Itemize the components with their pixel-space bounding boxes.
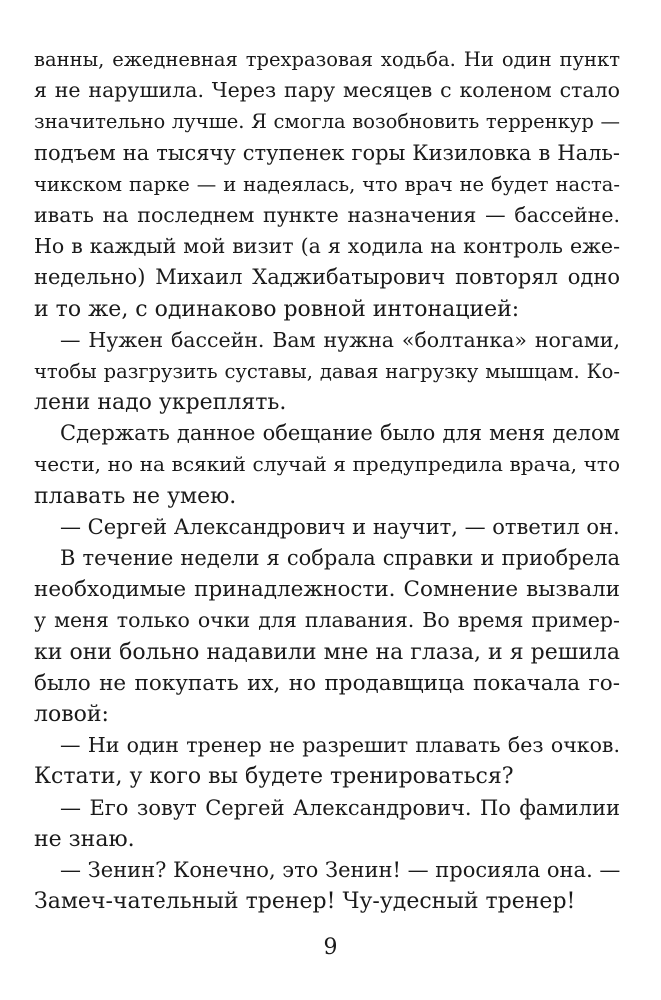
text-line: необходимые принадлежности. Сомнение вызвали <box>34 577 620 603</box>
text-line: Сдержать данное обещание было для меня делом <box>60 421 620 446</box>
text-line: недельно) Михаил Хаджибатырович повторял одно <box>34 265 620 290</box>
text-line: и то же, с одинаково ровной интонацией: <box>34 296 520 322</box>
text-line: — Нужен бассейн. Вам нужна «болтанка» ногами, <box>60 327 620 352</box>
text-line: было не покупать их, но продавщица покачала го- <box>34 670 620 696</box>
text-line: — Его зовут Сергей Александрович. По фамилии <box>60 795 620 820</box>
text-line: подъем на тысячу ступенек горы Кизиловка в Наль- <box>34 140 620 165</box>
text-line: чтобы разгрузить суставы, давая нагрузку мышцам. Ко- <box>34 359 620 383</box>
text-line: плавать не умею. <box>34 483 237 509</box>
text-line: лени надо укреплять. <box>34 390 287 416</box>
text-line: чести, но на всякий случай я предупредила врача, что <box>34 452 620 477</box>
text-line: ловой: <box>34 701 109 727</box>
text-line: я не нарушила. Через пару месяцев с коленом стало <box>34 78 620 103</box>
text-line: — Зенин? Конечно, это Зенин! — просияла она. — <box>60 857 621 882</box>
text-line: ки они больно надавили мне на глаза, и я решила <box>34 639 620 665</box>
text-line: не знаю. <box>34 826 135 852</box>
text-line: В течение недели я собрала справки и приобрела <box>60 546 620 570</box>
text-line: значительно лучше. Я смогла возобновить терренкур — <box>34 110 620 134</box>
text-line: Замеч-чательный тренер! Чу-удесный тренер! <box>34 889 576 915</box>
text-line: Кстати, у кого вы будете тренироваться? <box>34 764 514 790</box>
text-line: ванны, ежедневная трехразовая ходьба. Ни один пункт <box>34 48 620 71</box>
text-line: — Сергей Александрович и научит, — ответил он. <box>60 514 620 539</box>
text-line: Но в каждый мой визит (а я ходила на контроль еже- <box>34 234 620 259</box>
body-text <box>34 44 620 917</box>
page-number: 9 <box>323 935 338 960</box>
text-line: ивать на последнем пункте назначения — бассейне. <box>34 202 620 227</box>
text-line: — Ни один тренер не разрешит плавать без очков. <box>60 733 620 758</box>
text-line: чикском парке — и надеялась, что врач не будет наста- <box>34 172 620 196</box>
text-line: у меня только очки для плавания. Во время пример- <box>34 608 620 633</box>
